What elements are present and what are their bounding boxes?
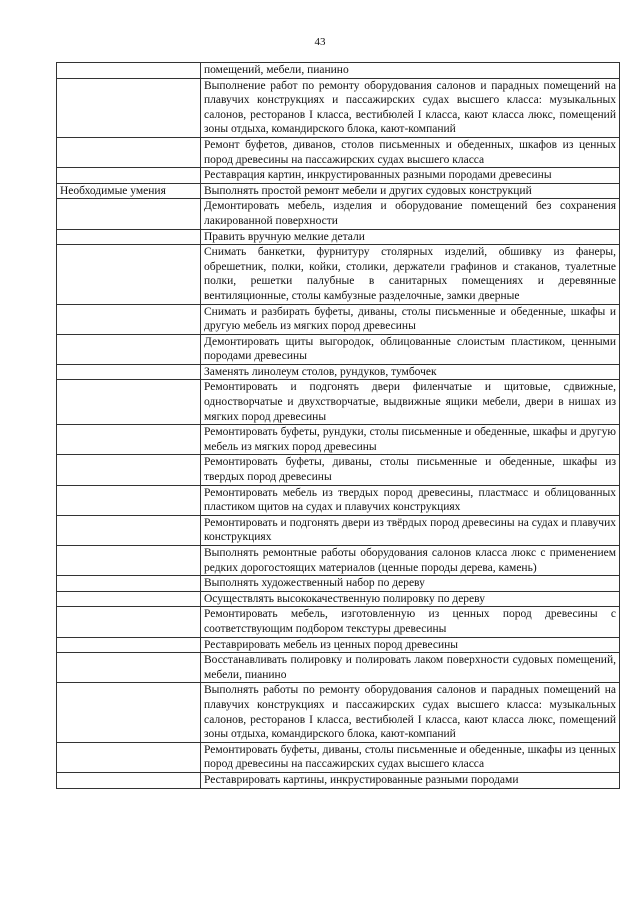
section-label-cell	[57, 245, 201, 304]
table-row	[57, 245, 620, 304]
section-label-cell	[57, 78, 201, 137]
table-cell-item: Ремонтировать буфеты, диваны, столы письменные и обеденные, шкафы из твердых пород древесины	[201, 455, 620, 485]
table-cell-item: Выполнять художественный набор по дереву	[201, 576, 620, 592]
table-row	[57, 364, 620, 380]
section-label-cell	[57, 742, 201, 772]
table-row	[57, 546, 620, 576]
section-label-cell	[57, 546, 201, 576]
table-row	[57, 229, 620, 245]
table-cell-item: Ремонтировать мебель, изготовленную из ценных пород древесины с соответствующим подбором текстуры древесины	[201, 607, 620, 637]
table-cell-item: Ремонтировать и подгонять двери филенчатые и щитовые, сдвижные, одностворчатые и двухстворчатые, выдвижные ящики мебели, двери в нишах из мягких пород древесины	[201, 380, 620, 425]
section-label-cell	[57, 137, 201, 167]
table-row	[57, 425, 620, 455]
table-cell-item: Демонтировать мебель, изделия и оборудование помещений без сохранения лакированной поверхности	[201, 199, 620, 229]
table-row	[57, 168, 620, 184]
table-cell-item: Выполнять ремонтные работы оборудования салонов класса люкс с применением редких дорогостоящих материалов (ценные породы дерева, камень)	[201, 546, 620, 576]
table-cell-item: Снимать банкетки, фурнитуру столярных изделий, обшивку из фанеры, обрешетник, полки, койки, столики, держатели графинов и стаканов, туалетные полки, решетки палубные в санитарных помещениях и деревянные вентиляционные, столы камбузные разделочные, замки дверные	[201, 245, 620, 304]
table-cell-item: Выполнение работ по ремонту оборудования салонов и парадных помещений на плавучих конструкциях и пассажирских судах высшего класса: музыкальных салонов, ресторанов I класса, вестибюлей I класса, кают класса люкс, помещений зоны отдыха, командирского блока, кают-компаний	[201, 78, 620, 137]
section-label-cell	[57, 455, 201, 485]
table-row	[57, 137, 620, 167]
table-row	[57, 515, 620, 545]
table-row	[57, 78, 620, 137]
table-cell-item: Править вручную мелкие детали	[201, 229, 620, 245]
table-row	[57, 683, 620, 742]
table-cell-item: Снимать и разбирать буфеты, диваны, столы письменные и обеденные, шкафы и другую мебель из мягких пород древесины	[201, 304, 620, 334]
section-label-cell	[57, 576, 201, 592]
section-label-cell	[57, 683, 201, 742]
section-label-cell	[57, 199, 201, 229]
table-row	[57, 742, 620, 772]
table-cell-item: Выполнять работы по ремонту оборудования салонов и парадных помещений на плавучих конструкциях и пассажирских судах высшего класса: музыкальных салонов, ресторанов I класса, вестибюлей I класса, кают класса люкс, помещений зоны отдыха, командирского блока, кают-компаний	[201, 683, 620, 742]
section-label-cell	[57, 304, 201, 334]
table-cell-item: Ремонтировать и подгонять двери из твёрдых пород древесины на судах и плавучих конструкциях	[201, 515, 620, 545]
table-row	[57, 380, 620, 425]
table-cell-item: Реставрация картин, инкрустированных разными породами древесины	[201, 168, 620, 184]
section-label-cell	[57, 183, 201, 199]
table-cell-item: Демонтировать щиты выгородок, облицованные слоистым пластиком, ценными породами древесины	[201, 334, 620, 364]
section-label-cell	[57, 380, 201, 425]
table-cell-item: Восстанавливать полировку и полировать лаком поверхности судовых помещений, мебели, пианино	[201, 653, 620, 683]
table-row	[57, 607, 620, 637]
table-row	[57, 772, 620, 788]
skills-table	[56, 62, 620, 789]
section-label-cell	[57, 653, 201, 683]
table-cell-item: Заменять линолеум столов, рундуков, тумбочек	[201, 364, 620, 380]
section-label-cell	[57, 591, 201, 607]
table-cell-item: Реставрировать картины, инкрустированные разными породами	[201, 772, 620, 788]
table-cell-item: Выполнять простой ремонт мебели и других судовых конструкций	[201, 183, 620, 199]
table-row	[57, 334, 620, 364]
table-row	[57, 576, 620, 592]
table-cell-item: Ремонтировать буфеты, рундуки, столы письменные и обеденные, шкафы и другую мебель из мягких пород древесины	[201, 425, 620, 455]
table-body	[57, 63, 620, 789]
table-cell-item: Ремонт буфетов, диванов, столов письменных и обеденных, шкафов из ценных пород древесины на пассажирских судах высшего класса	[201, 137, 620, 167]
section-label-cell	[57, 334, 201, 364]
section-label-cell	[57, 515, 201, 545]
page-number: 43	[314, 36, 326, 48]
section-label-cell	[57, 485, 201, 515]
section-label-cell	[57, 772, 201, 788]
table-cell-item: Ремонтировать мебель из твердых пород древесины, пластмасс и облицованных пластиком щитов на судах и плавучих конструкциях	[201, 485, 620, 515]
table-cell-item: помещений, мебели, пианино	[201, 63, 620, 79]
table-row	[57, 485, 620, 515]
table-row	[57, 183, 620, 199]
section-label-cell	[57, 607, 201, 637]
table-cell-item: Осуществлять высококачественную полировку по дереву	[201, 591, 620, 607]
table-row	[57, 63, 620, 79]
section-label: Необходимые умения	[60, 184, 166, 197]
table-cell-item: Реставрировать мебель из ценных пород древесины	[201, 637, 620, 653]
table-cell-item: Ремонтировать буфеты, диваны, столы письменные и обеденные, шкафы из ценных пород древесины на пассажирских судах высшего класса	[201, 742, 620, 772]
table-row	[57, 591, 620, 607]
table-row	[57, 653, 620, 683]
section-label-cell	[57, 637, 201, 653]
section-label-cell	[57, 425, 201, 455]
section-label-cell	[57, 229, 201, 245]
section-label-cell	[57, 364, 201, 380]
table-row	[57, 455, 620, 485]
table-row	[57, 304, 620, 334]
section-label-cell	[57, 63, 201, 79]
section-label-cell	[57, 168, 201, 184]
table-row	[57, 637, 620, 653]
table-row	[57, 199, 620, 229]
